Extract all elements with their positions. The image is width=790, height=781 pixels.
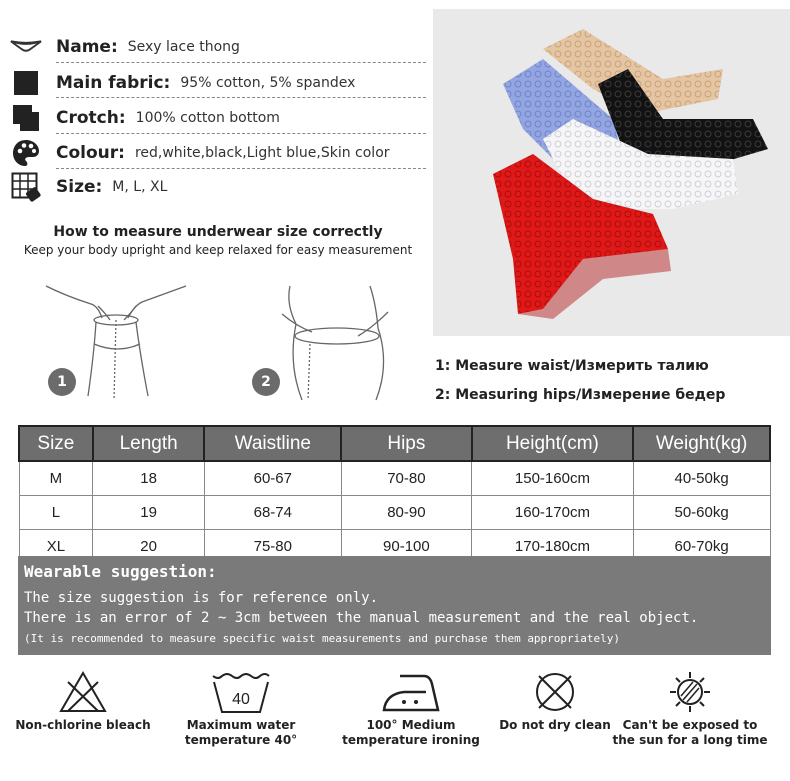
cell: 90-100 bbox=[341, 529, 471, 563]
cell: 20 bbox=[93, 529, 205, 563]
care-water bbox=[166, 670, 316, 770]
table-row bbox=[19, 461, 770, 495]
crotch-value: 100% cotton bottom bbox=[135, 110, 280, 126]
col-height: Height(cm) bbox=[472, 426, 634, 461]
step-1-badge: 1 bbox=[48, 368, 76, 396]
product-photo bbox=[433, 9, 790, 336]
cell: 60-67 bbox=[204, 461, 341, 495]
col-hips: Hips bbox=[341, 426, 471, 461]
step-1-text: 1: Measure waist/Измерить талию bbox=[435, 358, 709, 374]
cell: 68-74 bbox=[204, 495, 341, 529]
spec-name bbox=[10, 30, 426, 64]
wash-40-icon bbox=[210, 670, 272, 714]
cell: M bbox=[19, 461, 93, 495]
name-value: Sexy lace thong bbox=[127, 39, 240, 55]
cell: 170-180cm bbox=[472, 529, 634, 563]
care-dry-clean bbox=[480, 670, 630, 770]
wearable-line-3: (It is recommended to measure specific waist measurements and purchase them appropriately) bbox=[24, 632, 621, 645]
size-label: Size: bbox=[56, 177, 103, 197]
care-sun bbox=[610, 670, 770, 770]
care-bleach bbox=[8, 670, 158, 770]
cell: 160-170cm bbox=[472, 495, 634, 529]
wearable-line-2: There is an error of 2 ~ 3cm between the manual measurement and the real object. bbox=[24, 610, 699, 626]
no-dry-clean-icon bbox=[530, 670, 580, 714]
spec-colour bbox=[10, 136, 426, 170]
colour-label: Colour: bbox=[56, 143, 125, 163]
cell: 150-160cm bbox=[472, 461, 634, 495]
measure-subtitle: Keep your body upright and keep relaxed for easy measurement bbox=[23, 243, 413, 257]
cell: L bbox=[19, 495, 93, 529]
spec-size bbox=[10, 170, 426, 204]
col-waistline: Waistline bbox=[204, 426, 341, 461]
spec-crotch bbox=[10, 101, 426, 135]
thong-icon bbox=[10, 32, 42, 62]
water-caption: Maximum water temperature 40° bbox=[184, 718, 298, 747]
size-value: M, L, XL bbox=[112, 179, 168, 195]
iron-caption: 100° Medium temperature ironing bbox=[342, 718, 480, 747]
cell: 60-70kg bbox=[633, 529, 770, 563]
col-size: Size bbox=[19, 426, 93, 461]
spec-fabric bbox=[10, 66, 426, 100]
care-iron bbox=[336, 670, 486, 770]
dry-clean-caption: Do not dry clean bbox=[499, 718, 611, 732]
divider bbox=[56, 62, 426, 63]
crotch-label: Crotch: bbox=[56, 108, 126, 128]
col-length: Length bbox=[93, 426, 205, 461]
wearable-suggestion-panel bbox=[18, 556, 771, 655]
cell: 18 bbox=[93, 461, 205, 495]
palette-icon bbox=[10, 138, 42, 168]
cell: 40-50kg bbox=[633, 461, 770, 495]
size-table bbox=[18, 425, 771, 564]
no-chlorine-bleach-icon bbox=[58, 670, 108, 714]
no-sun-icon bbox=[665, 670, 715, 714]
measure-title: How to measure underwear size correctly bbox=[53, 224, 383, 240]
size-chart-icon bbox=[10, 172, 42, 202]
divider bbox=[56, 133, 426, 134]
wearable-line-1: The size suggestion is for reference only. bbox=[24, 590, 379, 606]
table-row bbox=[19, 495, 770, 529]
divider bbox=[56, 97, 426, 98]
fabric-label: Main fabric: bbox=[56, 73, 171, 93]
cell: XL bbox=[19, 529, 93, 563]
wearable-heading: Wearable suggestion: bbox=[24, 562, 217, 581]
hips-measure-figure bbox=[260, 284, 420, 404]
bleach-caption: Non-chlorine bleach bbox=[15, 718, 151, 732]
step-2-badge: 2 bbox=[252, 368, 280, 396]
crotch-icon bbox=[10, 103, 42, 133]
cell: 75-80 bbox=[204, 529, 341, 563]
sun-caption: Can't be exposed to the sun for a long time bbox=[612, 718, 768, 747]
fabric-icon bbox=[10, 68, 42, 98]
col-weight: Weight(kg) bbox=[633, 426, 770, 461]
step-2-text: 2: Measuring hips/Измерение бедер bbox=[435, 387, 726, 403]
cell: 70-80 bbox=[341, 461, 471, 495]
cell: 50-60kg bbox=[633, 495, 770, 529]
colour-value: red,white,black,Light blue,Skin color bbox=[134, 145, 390, 161]
divider bbox=[56, 168, 426, 169]
cell: 80-90 bbox=[341, 495, 471, 529]
name-label: Name: bbox=[56, 37, 118, 57]
cell: 19 bbox=[93, 495, 205, 529]
wash-40-text: 40 bbox=[232, 691, 250, 708]
fabric-value: 95% cotton, 5% spandex bbox=[180, 75, 356, 91]
iron-medium-icon bbox=[380, 670, 442, 714]
